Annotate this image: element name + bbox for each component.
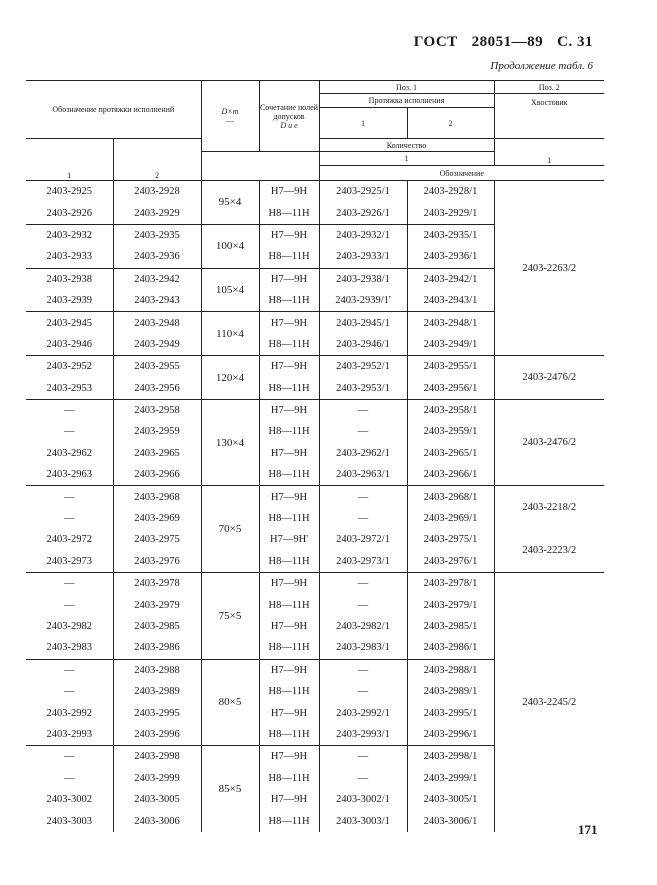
exec1-designation: — [26, 399, 113, 421]
exec1-designation: 2403-2973 [26, 551, 113, 573]
fit-value: H8—11H [259, 724, 319, 746]
exec2-designation: 2403-2969 [113, 508, 201, 529]
pos1-header: Поз. 1 [319, 81, 494, 94]
exec2-header: 2 [407, 108, 494, 139]
shank-header: Хвостовик [494, 94, 604, 139]
page-header [400, 34, 593, 51]
pos1-exec1-value: — [319, 681, 407, 702]
dxm-value: 85×5 [201, 746, 259, 832]
pos1-exec1-value: 2403-2993/1 [319, 724, 407, 746]
exec1-designation: — [26, 486, 113, 508]
exec1-designation: — [26, 421, 113, 442]
fit-value: H7—9H [259, 268, 319, 290]
shank-value: 2403-2245/2 [494, 573, 604, 832]
exec2-designation: 2403-2966 [113, 464, 201, 486]
pos1-exec2-value: 2403-2998/1 [407, 746, 494, 768]
pos1-exec2-value: 2403-2996/1 [407, 724, 494, 746]
pos1-exec1-value: 2403-2926/1 [319, 202, 407, 224]
exec2-designation: 2403-2935 [113, 224, 201, 246]
exec2-designation: 2403-2958 [113, 399, 201, 421]
pos1-exec1-value: — [319, 508, 407, 529]
dxm-value: 100×4 [201, 224, 259, 268]
designation-header: Обозначение протяжки исполнений [26, 81, 201, 139]
dxm-value: 120×4 [201, 356, 259, 400]
exec2-designation: 2403-2965 [113, 443, 201, 464]
fit-value: H7—9H [259, 702, 319, 723]
pos1-exec1-value: 2403-3003/1 [319, 810, 407, 831]
exec2-designation: 2403-2979 [113, 594, 201, 615]
pos1-exec2-value: 2403-2965/1 [407, 443, 494, 464]
exec1-designation: 2403-2983 [26, 637, 113, 659]
exec1-designation: 2403-2945 [26, 312, 113, 334]
exec2-designation: 2403-2968 [113, 486, 201, 508]
pos1-exec2-value: 2403-2976/1 [407, 551, 494, 573]
fit-value: H7—9H [259, 181, 319, 203]
spec-table [26, 80, 604, 832]
pos2-header: Поз. 2 [494, 81, 604, 94]
exec1-designation: — [26, 768, 113, 789]
fit-value: H7—9H [259, 312, 319, 334]
pos1-exec1-value: 2403-2972/1 [319, 529, 407, 550]
exec2-designation: 2403-2986 [113, 637, 201, 659]
pos1-exec2-value: 2403-2995/1 [407, 702, 494, 723]
pos1-exec1-value: 2403-2963/1 [319, 464, 407, 486]
exec1-header: 1 [319, 108, 407, 139]
fit-value: H7—9H [259, 746, 319, 768]
exec1-designation: — [26, 681, 113, 702]
pos1-exec2-value: 2403-2956/1 [407, 378, 494, 400]
exec1-designation: 2403-2953 [26, 378, 113, 400]
exec2-designation: 2403-2988 [113, 659, 201, 681]
table-row [26, 486, 604, 508]
exec2-designation: 2403-2996 [113, 724, 201, 746]
fit-value: H8—11H [259, 290, 319, 312]
table-row [26, 529, 604, 550]
col2-header: 2 [113, 139, 201, 181]
table-row [26, 356, 604, 378]
pos1-exec1-value: — [319, 399, 407, 421]
pos1-exec1-value: — [319, 659, 407, 681]
pos1-exec1-value: — [319, 594, 407, 615]
pos1-exec2-value: 2403-2978/1 [407, 573, 494, 595]
pos1-exec1-value: 2403-2962/1 [319, 443, 407, 464]
dxm-value: 110×4 [201, 312, 259, 356]
pos1-exec1-value: 2403-2992/1 [319, 702, 407, 723]
exec2-designation: 2403-3006 [113, 810, 201, 831]
pos1-exec1-value: 2403-2983/1 [319, 637, 407, 659]
pos1-exec2-value: 2403-2969/1 [407, 508, 494, 529]
pos1-exec2-value: 2403-2999/1 [407, 768, 494, 789]
designation-short-header: Обозначение [319, 166, 604, 181]
standard-number: 28051—89 [471, 34, 544, 50]
exec1-designation: 2403-2932 [26, 224, 113, 246]
shank-value: 2403-2263/2 [494, 181, 604, 356]
pos1-exec2-value: 2403-2958/1 [407, 399, 494, 421]
exec1-designation: 2403-2963 [26, 464, 113, 486]
exec2-designation: 2403-2948 [113, 312, 201, 334]
table-row [26, 399, 604, 421]
exec1-designation: 2403-2925 [26, 181, 113, 203]
fit-value: H7—9H [259, 573, 319, 595]
pos1-exec2-value: 2403-2929/1 [407, 202, 494, 224]
pos1-exec1-value: — [319, 746, 407, 768]
exec1-designation: 2403-3002 [26, 789, 113, 810]
shank-value: 2403-2476/2 [494, 399, 604, 486]
pos1-exec2-value: 2403-2986/1 [407, 637, 494, 659]
pos1-exec2-value: 2403-2928/1 [407, 181, 494, 203]
pos1-exec1-value: 2403-2938/1 [319, 268, 407, 290]
exec2-designation: 2403-2955 [113, 356, 201, 378]
exec1-designation: — [26, 594, 113, 615]
fit-value: H8—11H [259, 464, 319, 486]
dxm-value: 75×5 [201, 573, 259, 660]
shank-value: 2403-2218/2 [494, 486, 604, 529]
exec1-designation: 2403-3003 [26, 810, 113, 831]
exec1-designation: 2403-2938 [26, 268, 113, 290]
pos1-exec1-value: 2403-2932/1 [319, 224, 407, 246]
continuation-note: Продолжение табл. 6 [490, 60, 593, 72]
fit-value: H8—11H [259, 334, 319, 356]
pos1-exec2-value: 2403-2966/1 [407, 464, 494, 486]
page-ref: С. 31 [557, 34, 593, 50]
pos1-exec1-value: 2403-2946/1 [319, 334, 407, 356]
pos1-exec1-value: 2403-2925/1 [319, 181, 407, 203]
pos1-exec2-value: 2403-2979/1 [407, 594, 494, 615]
exec2-designation: 2403-2943 [113, 290, 201, 312]
fit-value: H8—11H [259, 246, 319, 268]
pos1-exec2-value: 2403-2949/1 [407, 334, 494, 356]
shank-value: 2403-2223/2 [522, 545, 577, 557]
table-body [26, 181, 604, 832]
fit-value: H7—9H [259, 356, 319, 378]
shank-value: 2403-2476/2 [494, 356, 604, 400]
exec2-designation: 2403-2976 [113, 551, 201, 573]
pos1-exec2-value: 2403-3005/1 [407, 789, 494, 810]
fit-value: H8—11H [259, 421, 319, 442]
pos1-exec2-value: 2403-2959/1 [407, 421, 494, 442]
fit-value: H8—11H [259, 594, 319, 615]
pos1-exec1-value: 2403-2953/1 [319, 378, 407, 400]
dxm-header: D×m — [201, 81, 259, 152]
fit-value: H7—9H [259, 659, 319, 681]
exec2-designation: 2403-2999 [113, 768, 201, 789]
fit-value: H7—9H [259, 443, 319, 464]
exec2-designation: 2403-2949 [113, 334, 201, 356]
fit-value: H8—11H [259, 637, 319, 659]
pos1-exec2-value: 2403-2975/1 [407, 529, 494, 550]
exec2-designation: 2403-2959 [113, 421, 201, 442]
exec2-designation: 2403-2956 [113, 378, 201, 400]
exec1-designation: 2403-2926 [26, 202, 113, 224]
fit-value: H8—11H [259, 378, 319, 400]
table-row [26, 573, 604, 595]
fit-value: H7—9H [259, 616, 319, 637]
fit-value: H8—11H [259, 551, 319, 573]
col1-header: 1 [26, 139, 113, 181]
exec1-designation: — [26, 508, 113, 529]
fit-value: H8—11H [259, 768, 319, 789]
fit-value: H8—11H [259, 508, 319, 529]
standard-label: ГОСТ [413, 34, 458, 50]
fit-value: H8—11H [259, 202, 319, 224]
pos1-exec2-value: 2403-2942/1 [407, 268, 494, 290]
dxm-value: 130×4 [201, 399, 259, 486]
exec1-designation: 2403-2952 [26, 356, 113, 378]
page-number: 171 [578, 822, 598, 837]
table-row [26, 181, 604, 203]
fit-value: H7—9H [259, 399, 319, 421]
dxm-value: 105×4 [201, 268, 259, 312]
pos1-exec1-value: 2403-2945/1 [319, 312, 407, 334]
pos1-exec1-value: 2403-2939/1' [319, 290, 407, 312]
exec2-designation: 2403-2995 [113, 702, 201, 723]
pos1-exec2-value: 2403-2988/1 [407, 659, 494, 681]
fit-value: H7—9H [259, 486, 319, 508]
fit-value: H7—9H [259, 224, 319, 246]
exec2-designation: 2403-2975 [113, 529, 201, 550]
exec1-designation: — [26, 746, 113, 768]
exec2-designation: 2403-2998 [113, 746, 201, 768]
exec1-designation: 2403-2946 [26, 334, 113, 356]
pos1-exec1-value: 2403-2952/1 [319, 356, 407, 378]
pos1-exec2-value: 2403-2935/1 [407, 224, 494, 246]
qty2-header: 1 [494, 139, 604, 166]
exec2-designation: 2403-2942 [113, 268, 201, 290]
fit-value: H7—9H [259, 789, 319, 810]
exec2-designation: 2403-2929 [113, 202, 201, 224]
pos1-exec1-value: — [319, 573, 407, 595]
exec1-designation: — [26, 573, 113, 595]
exec1-designation: — [26, 659, 113, 681]
pos1-exec1-value: 2403-2933/1 [319, 246, 407, 268]
dxm-value: 70×5 [201, 486, 259, 573]
exec1-designation: 2403-2962 [26, 443, 113, 464]
quantity-header: Количество [319, 139, 494, 152]
pos1-exec1-value: 2403-3002/1 [319, 789, 407, 810]
dxm-value: 80×5 [201, 659, 259, 746]
pos1-exec2-value: 2403-2989/1 [407, 681, 494, 702]
exec1-designation: 2403-2982 [26, 616, 113, 637]
pos1-exec2-value: 2403-2985/1 [407, 616, 494, 637]
pos1-exec1-value: — [319, 421, 407, 442]
exec1-designation: 2403-2993 [26, 724, 113, 746]
exec1-designation: 2403-2972 [26, 529, 113, 550]
pos1-exec2-value: 2403-2943/1 [407, 290, 494, 312]
exec1-designation: 2403-2939 [26, 290, 113, 312]
exec2-designation: 2403-2936 [113, 246, 201, 268]
fit-value: H8—11H [259, 681, 319, 702]
exec2-designation: 2403-2978 [113, 573, 201, 595]
exec2-designation: 2403-2989 [113, 681, 201, 702]
pos1-exec2-value: 2403-2948/1 [407, 312, 494, 334]
exec2-designation: 2403-3005 [113, 789, 201, 810]
pos1-exec2-value: 2403-2936/1 [407, 246, 494, 268]
pos1-exec2-value: 2403-3006/1 [407, 810, 494, 831]
pos1-exec1-value: 2403-2973/1 [319, 551, 407, 573]
exec1-designation: 2403-2992 [26, 702, 113, 723]
table-header [26, 81, 604, 181]
dxm-value: 95×4 [201, 181, 259, 225]
pos1-exec2-value: 2403-2955/1 [407, 356, 494, 378]
dxm-blank [201, 152, 319, 181]
pos1-exec1-value: 2403-2982/1 [319, 616, 407, 637]
fits-header: Сочетание полей допусков D и е [259, 81, 319, 152]
fit-value: H8—11H [259, 810, 319, 831]
pos1-exec2-value: 2403-2968/1 [407, 486, 494, 508]
fit-value: H7—9H' [259, 529, 319, 550]
exec1-designation: 2403-2933 [26, 246, 113, 268]
pos1-exec1-value: — [319, 768, 407, 789]
exec2-designation: 2403-2985 [113, 616, 201, 637]
broach-exec-header: Протяжка исполнения [319, 94, 494, 108]
pos1-exec1-value: — [319, 486, 407, 508]
qty1-header: 1 [319, 152, 494, 166]
exec2-designation: 2403-2928 [113, 181, 201, 203]
